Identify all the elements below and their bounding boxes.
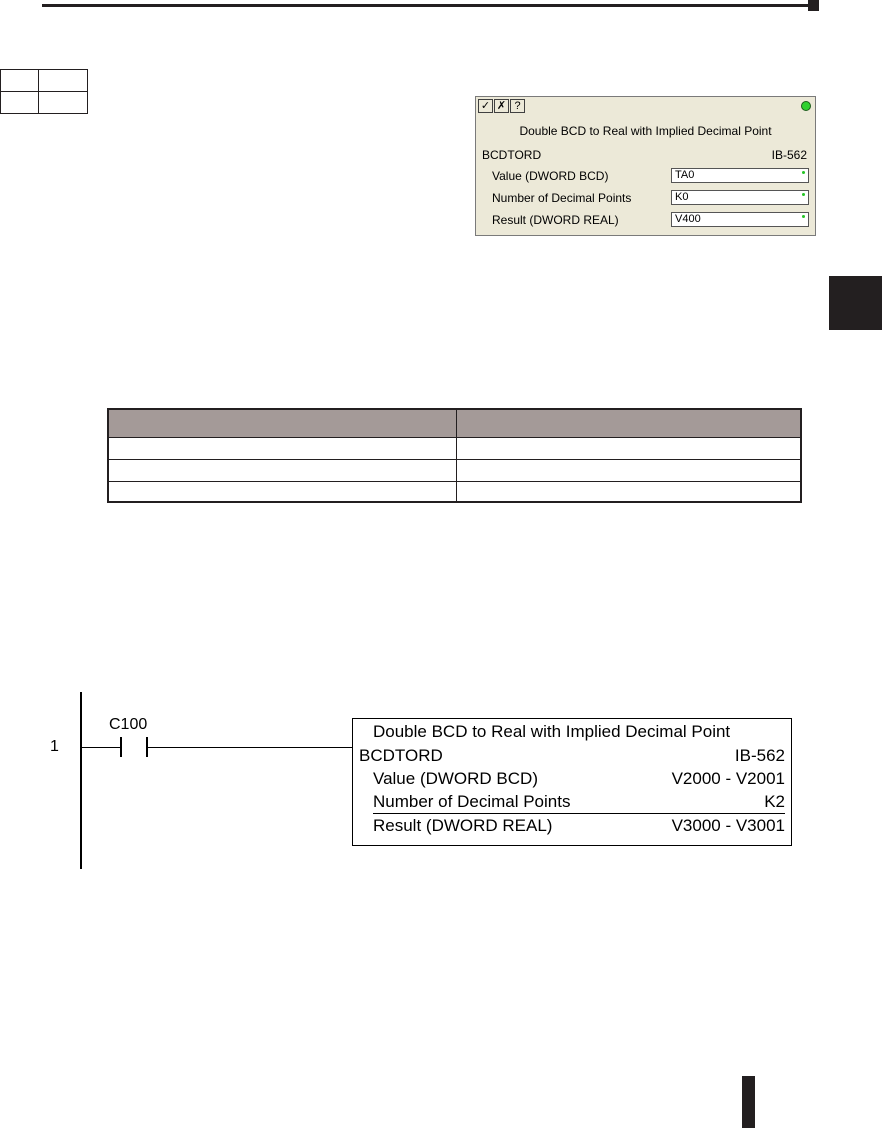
dialog-toolbar [478,99,526,113]
ladder-instruction-box [352,718,792,846]
compatibility-row [1,70,88,92]
compatibility-cell [39,70,88,92]
box-title: Double BCD to Real with Implied Decimal Point [373,722,731,741]
table-row [109,482,800,503]
box-decimal: K2 [764,792,785,811]
cancel-icon[interactable]: ✗ [494,99,509,113]
box-mnemonic: BCDTORD [359,746,443,765]
compatibility-cell [1,92,39,114]
box-decimal-label: Number of Decimal Points [373,792,571,811]
footer-bar [742,1076,755,1128]
dialog-ib-number: IB-562 [771,148,807,162]
valid-indicator-icon [802,193,805,196]
contact-label: C100 [109,716,148,733]
column-divider [456,410,457,501]
top-rule [42,4,810,7]
rung-wire [148,747,352,748]
left-power-rail [80,692,82,869]
check-icon[interactable]: ✓ [478,99,493,113]
valid-indicator-icon [802,215,805,218]
value-label: Value (DWORD BCD) [492,169,609,183]
value-input-text: TA0 [675,169,695,181]
result-input-text: V400 [675,213,701,225]
result-input[interactable] [671,212,809,227]
operand-table [107,408,802,503]
box-value: V2000 - V2001 [671,769,785,788]
table-row [109,460,800,482]
value-input[interactable] [671,168,809,183]
box-result: V3000 - V3001 [671,816,785,835]
help-icon[interactable]: ? [510,99,525,113]
compatibility-cell [39,92,88,114]
decimal-points-input-text: K0 [675,191,689,203]
box-divider [373,813,785,814]
rung-wire [82,747,120,748]
compatibility-cell [1,70,39,92]
chapter-side-tab [829,276,882,330]
instruction-dialog [475,96,816,236]
dialog-mnemonic: BCDTORD [482,148,542,162]
box-ib-number: IB-562 [734,746,785,765]
table-row [109,438,800,460]
box-value-label: Value (DWORD BCD) [373,769,538,788]
decimal-points-input[interactable] [671,190,809,205]
valid-indicator-icon [802,171,805,174]
compatibility-row [1,92,88,114]
contact-left-bar [120,737,122,757]
decimal-points-label: Number of Decimal Points [492,191,632,205]
status-led-icon [801,101,811,111]
result-label: Result (DWORD REAL) [492,213,619,227]
box-result-label: Result (DWORD REAL) [373,816,553,835]
dialog-title: Double BCD to Real with Implied Decimal Point [519,124,772,138]
top-rule-cap [808,0,819,11]
compatibility-table [0,69,88,114]
rung-number: 1 [50,738,59,755]
operand-table-header [109,410,800,438]
